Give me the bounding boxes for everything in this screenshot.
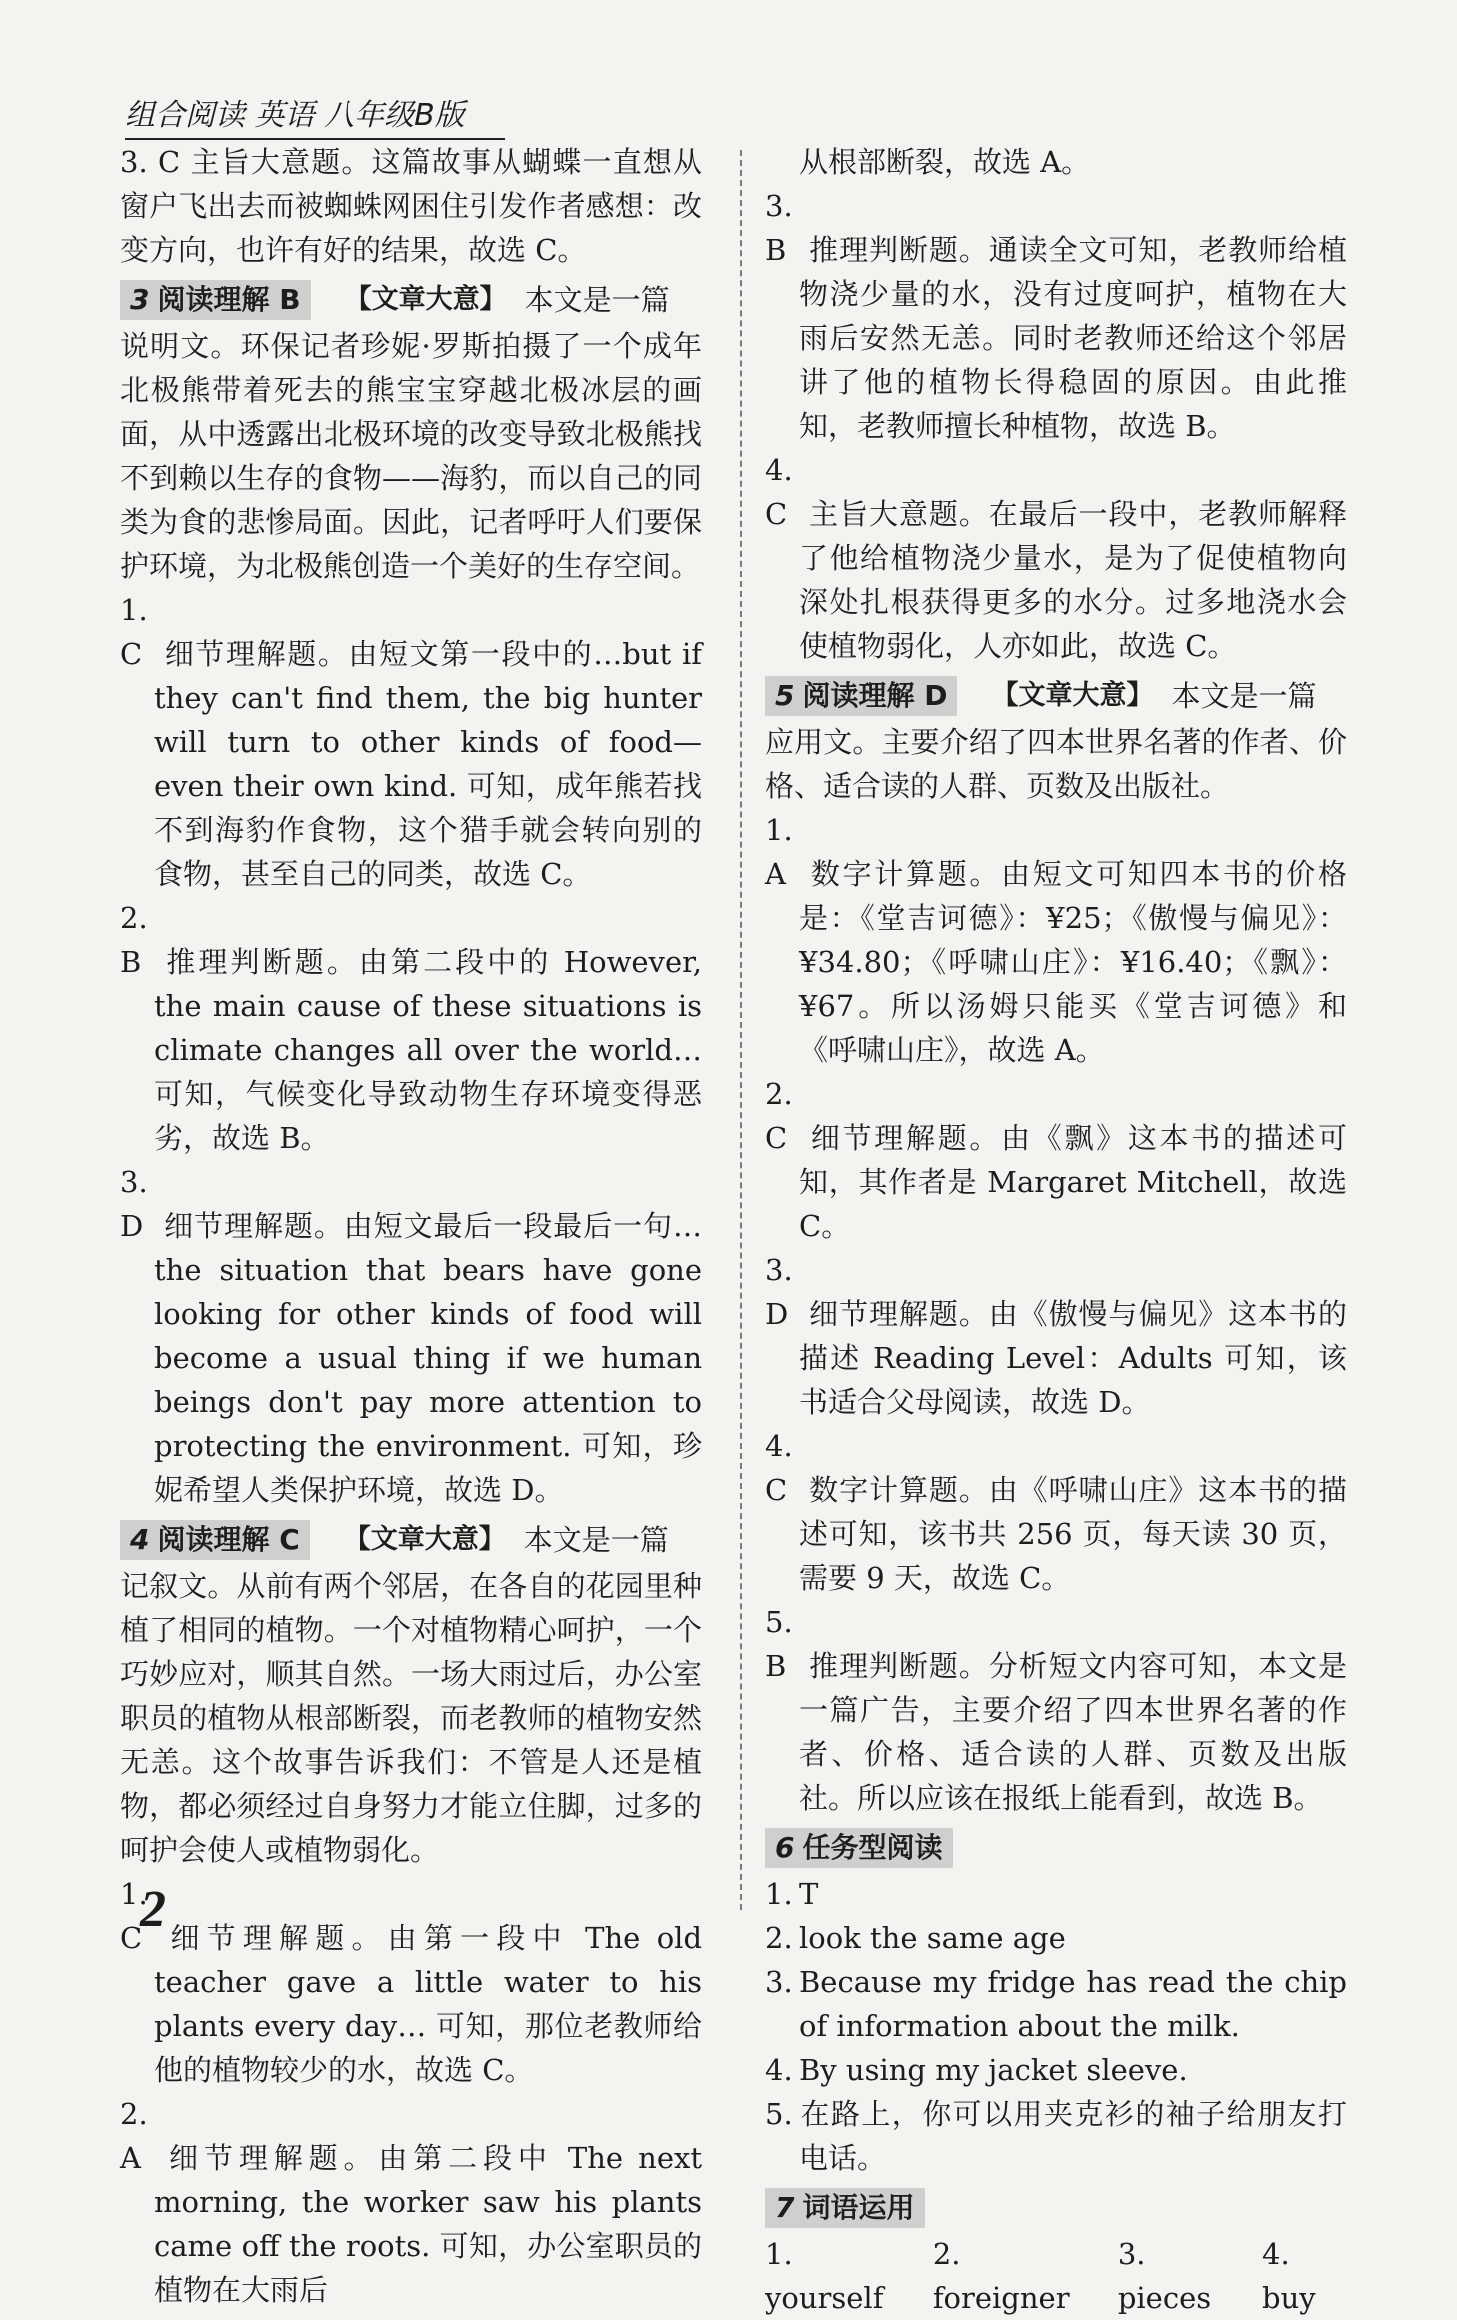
header-title: 组合阅读 英语 八年级B版 bbox=[125, 98, 465, 133]
section-tag: 【文章大意】 bbox=[343, 1524, 506, 1555]
section-title: 阅读理解 D bbox=[802, 679, 948, 712]
answer-num: 5. bbox=[765, 2097, 793, 2131]
answer-text: 细节理解题。由《飘》这本书的描述可知，其作者是 Margaret Mitchell，故选 C。 bbox=[799, 1121, 1347, 1243]
answer-num: 1. C bbox=[120, 1877, 148, 1955]
word-answer: 1. yourself bbox=[765, 2237, 884, 2315]
answer-num: 1. bbox=[765, 1877, 793, 1911]
answer-item bbox=[765, 2048, 1347, 2092]
section-title: 任务型阅读 bbox=[802, 1831, 943, 1864]
answer-item bbox=[765, 808, 1347, 1072]
answer-item bbox=[120, 896, 702, 1160]
answer-num: 1. C bbox=[120, 593, 148, 671]
section-title-box bbox=[765, 1828, 953, 1868]
answer-num: 2. bbox=[765, 1921, 793, 1955]
word-answer: 3. pieces bbox=[1117, 2237, 1212, 2315]
answer-item bbox=[765, 1072, 1347, 1248]
answer-text: 推理判断题。通读全文可知，老教师给植物浇少量的水，没有过度呵护，植物在大雨后安然无恙。同时老教师还给这个邻居讲了他的植物长得稳固的原因。由此推知，老教师擅长种植物，故选 B。 bbox=[799, 233, 1347, 443]
section-header-3 bbox=[120, 278, 702, 322]
section-header-7 bbox=[765, 2186, 1347, 2230]
section-title-box bbox=[765, 2188, 925, 2228]
answer-num: 2. C bbox=[765, 1077, 793, 1155]
section-summary: 应用文。主要介绍了四本世界名著的作者、价格、适合读的人群、页数及出版社。 bbox=[765, 725, 1347, 803]
section-header-5 bbox=[765, 674, 1347, 718]
section-number: 6 bbox=[775, 1831, 795, 1864]
answer-item bbox=[765, 1600, 1347, 1820]
section-intro: 本文是一篇 bbox=[523, 1523, 669, 1557]
answer-item bbox=[765, 1872, 1347, 1916]
section-tag: 【文章大意】 bbox=[991, 680, 1154, 711]
answer-text: 在路上，你可以用夹克衫的袖子给朋友打电话。 bbox=[799, 2097, 1347, 2175]
answer-num: 4. C bbox=[765, 453, 793, 531]
answer-item: 3. C 主旨大意题。这篇故事从蝴蝶一直想从窗户飞出去而被蜘蛛网困住引发作者感想：改变方向，也许有好的结果，故选 C。 bbox=[120, 145, 702, 267]
section-title-box bbox=[765, 676, 957, 716]
answer-text: 数字计算题。由短文可知四本书的价格是：《堂吉诃德》：¥25；《傲慢与偏见》：¥34.80；《呼啸山庄》：¥16.40；《飘》：¥67。所以汤姆只能买《堂吉诃德》和《呼啸山庄》，故选 A。 bbox=[799, 857, 1347, 1067]
left-column bbox=[120, 140, 702, 2312]
word-answer: 2. foreigner bbox=[932, 2237, 1070, 2315]
answer-item bbox=[765, 2092, 1347, 2180]
answer-item bbox=[120, 1160, 702, 1512]
answer-item bbox=[765, 1424, 1347, 1600]
answer-item bbox=[120, 588, 702, 896]
section-number: 3 bbox=[130, 283, 150, 316]
section-title: 阅读理解 C bbox=[157, 1523, 300, 1556]
section-intro: 本文是一篇 bbox=[1171, 679, 1317, 713]
answer-text: 推理判断题。分析短文内容可知，本文是一篇广告，主要介绍了四本世界名著的作者、价格、适合读的人群、页数及出版社。所以应该在报纸上能看到，故选 B。 bbox=[799, 1649, 1347, 1815]
answer-text: look the same age bbox=[799, 1921, 1066, 1955]
section-title-box bbox=[120, 280, 311, 320]
answer-item bbox=[765, 184, 1347, 448]
section-title: 阅读理解 B bbox=[157, 283, 301, 316]
answer-item bbox=[765, 1916, 1347, 1960]
answer-text: 细节理解题。由短文最后一段最后一句… the situation that bears have gone looking for other kinds of food will become a usual thing if we human beings don't pay more attention to protecting the environment. 可知，珍妮希望人类保护环境，故选 D。 bbox=[154, 1209, 702, 1507]
answer-num: 1. A bbox=[765, 813, 793, 891]
section-number: 7 bbox=[775, 2191, 795, 2224]
section-number: 4 bbox=[130, 1523, 150, 1556]
answer-text: 推理判断题。由第二段中的 However, the main cause of these situations is climate changes all over the world… 可知，气候变化导致动物生存环境变得恶劣，故选 B。 bbox=[154, 945, 702, 1155]
answer-num: 4. C bbox=[765, 1429, 793, 1507]
answer-item bbox=[765, 1960, 1347, 2048]
right-column bbox=[765, 140, 1347, 2320]
answer-num: 3. bbox=[765, 1965, 793, 1999]
answer-item bbox=[120, 1872, 702, 2092]
word-answer: 4. buy bbox=[1262, 2237, 1316, 2315]
answer-text: 主旨大意题。在最后一段中，老教师解释了他给植物浇少量水，是为了促使植物向深处扎根获得更多的水分。过多地浇水会使植物弱化，人亦如此，故选 C。 bbox=[799, 497, 1347, 663]
answer-text: Because my fridge has read the chip of information about the milk. bbox=[799, 1965, 1347, 2043]
section-header-6 bbox=[765, 1826, 1347, 1870]
answer-num: 3. B bbox=[765, 189, 793, 267]
answer-text: 数字计算题。由《呼啸山庄》这本书的描述可知，该书共 256 页，每天读 30 页，需要 9 天，故选 C。 bbox=[799, 1473, 1347, 1595]
section-number: 5 bbox=[775, 679, 795, 712]
section-intro: 本文是一篇 bbox=[524, 283, 670, 317]
running-header bbox=[125, 96, 505, 140]
section-header-4 bbox=[120, 1518, 702, 1562]
answer-text: By using my jacket sleeve. bbox=[799, 2053, 1188, 2087]
answer-text: 细节理解题。由短文第一段中的…but if they can't find them, the big hunter will turn to other kinds of food—even their own kind. 可知，成年熊若找不到海豹作食物，这个猎手就会转向别的食物，甚至自己的同类，故选 C。 bbox=[154, 637, 703, 891]
section-summary: 说明文。环保记者珍妮·罗斯拍摄了一个成年北极熊带着死去的熊宝宝穿越北极冰层的画面，从中透露出北极环境的改变导致北极熊找不到赖以生存的食物——海豹，而以自己的同类为食的悲惨局面。因此，记者呼吁人们要保护环境，为北极熊创造一个美好的生存空间。 bbox=[120, 329, 702, 583]
section-summary: 记叙文。从前有两个邻居，在各自的花园里种植了相同的植物。一个对植物精心呵护，一个巧妙应对，顺其自然。一场大雨过后，办公室职员的植物从根部断裂，而老教师的植物安然无恙。这个故事告诉我们：不管是人还是植物，都必须经过自身努力才能立住脚，过多的呵护会使人或植物弱化。 bbox=[120, 1569, 702, 1867]
answer-item bbox=[120, 2092, 702, 2312]
answer-text: T bbox=[799, 1877, 819, 1911]
answer-item bbox=[765, 1248, 1347, 1424]
column-divider bbox=[740, 150, 742, 1910]
answer-num: 5. B bbox=[765, 1605, 793, 1683]
answer-text: 从根部断裂，故选 A。 bbox=[799, 145, 1091, 179]
page-number: 2 bbox=[140, 1881, 166, 1938]
word-answers bbox=[765, 2232, 1347, 2320]
answer-num: 4. bbox=[765, 2053, 793, 2087]
section-title-box bbox=[120, 1520, 310, 1560]
answer-num: 3. D bbox=[765, 1253, 793, 1331]
answer-item bbox=[765, 448, 1347, 668]
answer-num: 3. D bbox=[120, 1165, 148, 1243]
section-title: 词语运用 bbox=[802, 2191, 915, 2224]
section-tag: 【文章大意】 bbox=[344, 284, 507, 315]
answer-text: 细节理解题。由《傲慢与偏见》这本书的描述 Reading Level：Adults 可知，该书适合父母阅读，故选 D。 bbox=[799, 1297, 1347, 1419]
answer-num: 2. A bbox=[120, 2097, 148, 2175]
answer-item-continued bbox=[765, 140, 1347, 184]
answer-text: 细节理解题。由第一段中 The old teacher gave a little water to his plants every day… 可知，那位老教师给他的植物较少的水，故选 C。 bbox=[154, 1921, 703, 2087]
answer-text: 细节理解题。由第二段中 The next morning, the worker saw his plants came off the roots. 可知，办公室职员的植物在大雨后 bbox=[154, 2141, 703, 2307]
answer-num: 2. B bbox=[120, 901, 148, 979]
